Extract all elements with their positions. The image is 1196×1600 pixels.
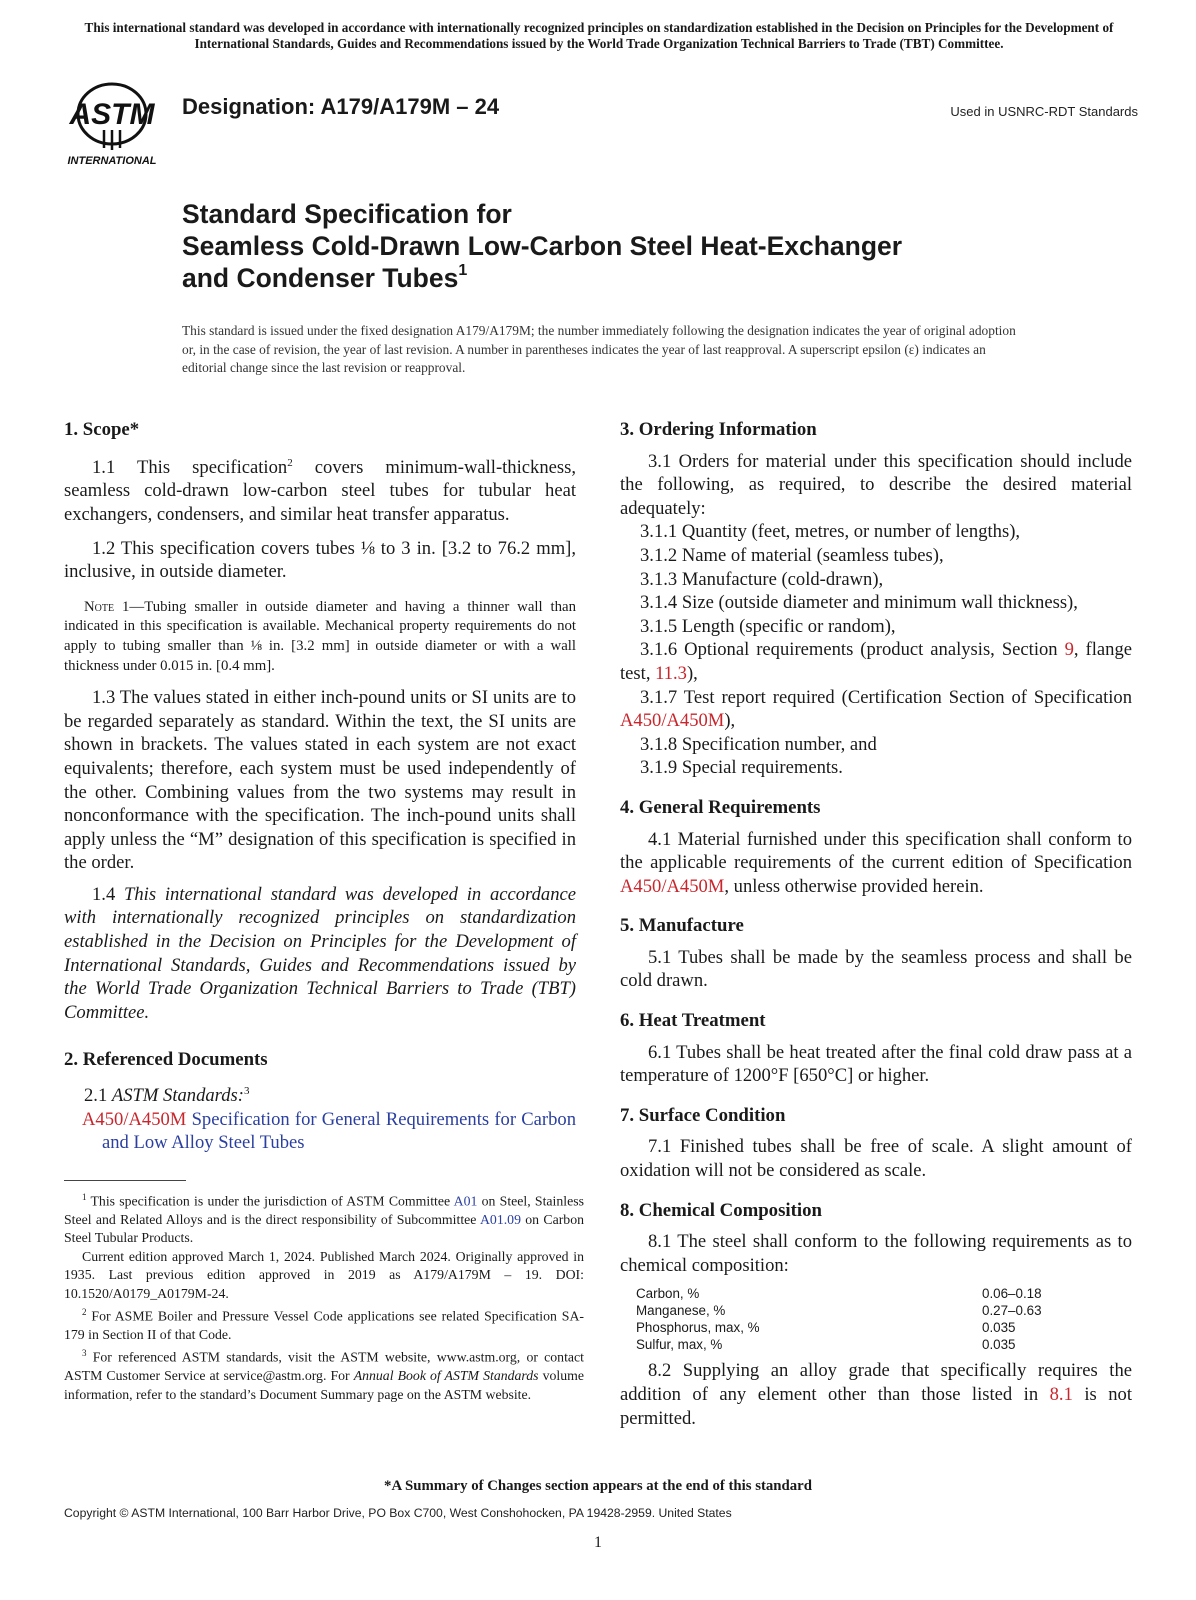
- committee-link-a01[interactable]: A01: [453, 1193, 478, 1209]
- designation: Designation: A179/A179M – 24: [182, 94, 500, 119]
- used-in-label: Used in USNRC-RDT Standards: [950, 104, 1138, 119]
- title-line-3: and Condenser Tubes$^1$: [182, 262, 468, 293]
- item-3-1-3: 3.1.3 Manufacture (cold-drawn),: [640, 568, 884, 590]
- summary-of-changes-note: *A Summary of Changes section appears at the end of this standard: [384, 1478, 812, 1494]
- para-1-2: 1.2 This specification covers tubes ⅛ to 3 in. [3.2 to 76.2 mm], inclusive, in outside diameter.: [64, 537, 576, 583]
- item-3-1-5: 3.1.5 Length (specific or random),: [640, 615, 896, 637]
- item-3-1-8: 3.1.8 Specification number, and: [640, 733, 877, 755]
- wto-notice: This international standard was developed in accordance with internationally recognized principles on standardization established in the Decision on Principles for the Development of International Standards, Guides and Recommendations issued by the World Trade Organization Technical Barriers to Trade (TBT) Committee.: [84, 20, 1114, 51]
- astm-logo-graphic: [60, 68, 172, 168]
- reference-a450: [64, 1108, 576, 1155]
- table-row: [636, 1336, 1132, 1353]
- table-row: [636, 1319, 1132, 1336]
- para-2-1: 2.1 ASTM Standards:$^3$: [84, 1085, 250, 1107]
- para-3-1: 3.1 Orders for material under this specification should include the following, as required, to describe the desired material adequately:: [620, 450, 1132, 519]
- logo-text: ASTM: [69, 98, 155, 131]
- element-cell: Carbon, %: [636, 1286, 700, 1302]
- element-cell: Manganese, %: [636, 1303, 726, 1319]
- section-8-1-link[interactable]: 8.1: [1049, 1384, 1073, 1405]
- footnote-1: $^1$ This specification is under the jurisdiction of ASTM Committee A01 on Steel, Stainless Steel and Related Alloys and is the direct responsibility of Subcommittee A01.09 on Carbon Steel Tubular Products.: [64, 1192, 585, 1246]
- footnote-3: $^3$ For referenced ASTM standards, visit the ASTM website, www.astm.org, or contact ASTM Customer Service at service@astm.org. For Annual Book of ASTM Standards volume information, refer to the standard’s Document Summary page on the ASTM website.: [64, 1348, 584, 1402]
- value-cell: 0.035: [982, 1320, 1016, 1336]
- title-line-2: Seamless Cold-Drawn Low-Carbon Steel Heat-Exchanger: [182, 231, 903, 261]
- right-column: [620, 418, 1132, 1430]
- item-3-1-6: 3.1.6 Optional requirements (product analysis, Section 9, flange test, 11.3),: [620, 639, 1132, 684]
- section-8-heading: 8. Chemical Composition: [620, 1199, 822, 1221]
- item-3-1-1: 3.1.1 Quantity (feet, metres, or number of lengths),: [640, 521, 1021, 543]
- footnotes: [64, 1188, 584, 1404]
- para-1-1: 1.1 This specification$^2$ covers minimum-wall-thickness, seamless cold-drawn low-carbon steel tubes for tubular heat exchangers, condensers, and similar heat transfer apparatus.: [64, 456, 576, 525]
- footnote-2: $^2$ For ASME Boiler and Pressure Vessel Code applications see related Specification SA-179 in Section II of that Code.: [64, 1307, 584, 1343]
- ref-link-a450[interactable]: A450/A450M: [82, 1108, 187, 1130]
- issuance-note: This standard is issued under the fixed designation A179/A179M; the number immediately following the designation indicates the year of original adoption or, in the case of revision, the year of last revision. A number in parentheses indicates the year of last reapproval. A superscript epsilon (ε) indicates an editorial change since the last revision or reapproval.: [182, 323, 1016, 375]
- value-cell: 0.06–0.18: [982, 1286, 1042, 1302]
- table-row: [636, 1302, 1132, 1319]
- value-cell: 0.035: [982, 1337, 1016, 1353]
- section-3-heading: 3. Ordering Information: [620, 419, 817, 440]
- title-line-1: Standard Specification for: [182, 199, 512, 229]
- section-1-heading: 1. Scope*: [64, 419, 140, 440]
- footnote-rule: [64, 1180, 186, 1181]
- section-4-heading: 4. General Requirements: [620, 796, 821, 818]
- document-title: [182, 198, 902, 294]
- para-7-1: 7.1 Finished tubes shall be free of scale. A slight amount of oxidation will not be considered as scale.: [620, 1136, 1132, 1182]
- section-6-heading: 6. Heat Treatment: [620, 1010, 766, 1032]
- spec-link-a450-ordering[interactable]: A450/A450M: [620, 710, 725, 732]
- title-footnote-mark: 1: [458, 262, 468, 279]
- copyright-line: Copyright © ASTM International, 100 Barr Harbor Drive, PO Box C700, West Conshohocken, PA 19428-2959. United States: [64, 1506, 732, 1520]
- page-number: 1: [594, 1534, 602, 1551]
- item-3-1-4: 3.1.4 Size (outside diameter and minimum wall thickness),: [640, 592, 1078, 614]
- element-cell: Sulfur, max, %: [636, 1337, 723, 1353]
- section-7-heading: 7. Surface Condition: [620, 1104, 786, 1126]
- footnote-1-edition: Current edition approved March 1, 2024. Published March 2024. Originally approved in 1935. Last previous edition approved in 2019 as A179/A179M – 19. DOI: 10.1520/A0179_A0179M-24.: [64, 1248, 584, 1301]
- ref-title-a450[interactable]: Specification for General Requirements for Carbon and Low Alloy Steel Tubes: [102, 1108, 576, 1154]
- para-5-1: 5.1 Tubes shall be made by the seamless process and shall be cold drawn.: [620, 946, 1132, 992]
- left-column: [64, 418, 576, 1155]
- note-1: Note 1—Tubing smaller in outside diameter and having a thinner wall than indicated in this specification is available. Mechanical property requirements do not apply to tubing smaller than ⅛ in. [3.2 mm] in outside diameter or with a wall thickness under 0.015 in. [0.4 mm].: [64, 598, 576, 674]
- para-8-2: 8.2 Supplying an alloy grade that specifically requires the addition of any element other than those listed in 8.1 is not permitted.: [620, 1360, 1132, 1429]
- item-3-1-7: 3.1.7 Test report required (Certification Section of Specification A450/A450M),: [620, 686, 1132, 732]
- item-3-1-2: 3.1.2 Name of material (seamless tubes),: [640, 544, 944, 566]
- table-row: [636, 1285, 1132, 1302]
- element-cell: Phosphorus, max, %: [636, 1320, 760, 1336]
- para-1-3: 1.3 The values stated in either inch-pound units or SI units are to be regarded separately as standard. Within the text, the SI units are shown in brackets. The values stated in each system are not exact equivalents; therefore, each system must be used independently of the other. Combining values from the two systems may result in nonconformance with the specification. The inch-pound units shall apply unless the “M” designation of this specification is specified in the order.: [64, 687, 576, 874]
- para-1-4: 1.4 This international standard was developed in accordance with internationally recognized principles on standardization established in the Decision on Principles for the Development of International Standards, Guides and Recommendations issued by the World Trade Organization Technical Barriers to Trade (TBT) Committee.: [64, 883, 577, 1023]
- section-9-link[interactable]: 9: [1064, 639, 1074, 661]
- section-11-3-link[interactable]: 11.3: [655, 662, 687, 684]
- spec-link-a450-general[interactable]: A450/A450M: [620, 875, 725, 897]
- chemical-composition-table: [636, 1285, 1132, 1353]
- astm-logo: [60, 68, 172, 168]
- subcommittee-link-a0109[interactable]: A01.09: [479, 1212, 521, 1227]
- para-4-1: 4.1 Material furnished under this specification shall conform to the applicable requirements of the current edition of Specification A450/A450M, unless otherwise provided herein.: [620, 828, 1132, 897]
- section-2-heading: 2. Referenced Documents: [64, 1049, 268, 1071]
- item-3-1-9: 3.1.9 Special requirements.: [640, 757, 843, 779]
- para-8-1: 8.1 The steel shall conform to the following requirements as to chemical composition:: [620, 1231, 1132, 1276]
- para-6-1: 6.1 Tubes shall be heat treated after the final cold draw pass at a temperature of 1200°F [650°C] or higher.: [620, 1041, 1132, 1087]
- value-cell: 0.27–0.63: [982, 1303, 1042, 1319]
- section-5-heading: 5. Manufacture: [620, 915, 744, 937]
- logo-subtext: INTERNATIONAL: [67, 155, 157, 167]
